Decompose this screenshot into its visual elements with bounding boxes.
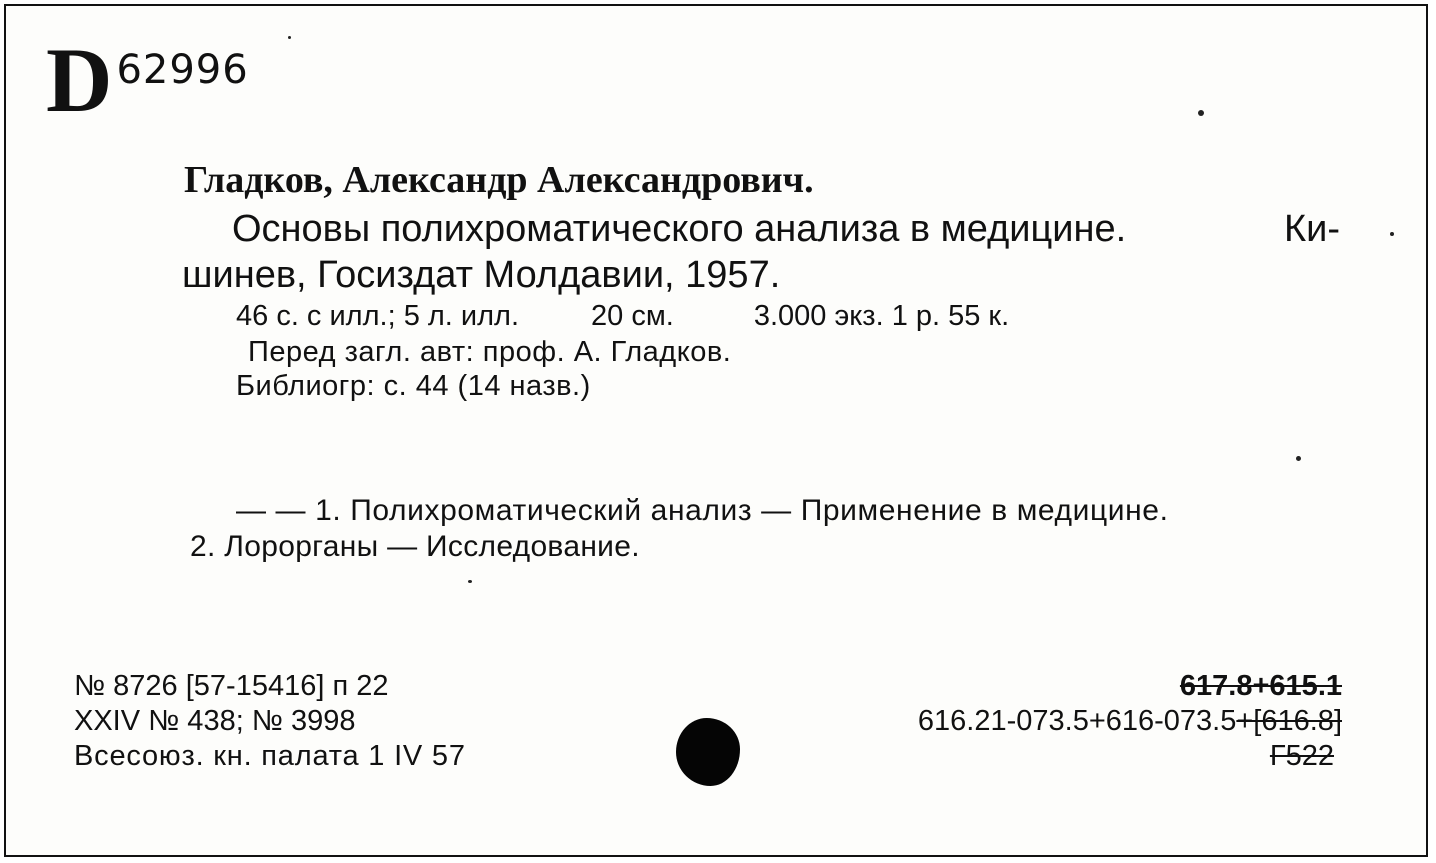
title-line-2: шинев, Госиздат Молдавии, 1957. [182,254,781,296]
classification-struck: +[616.8] [1236,705,1342,737]
collation-copies-price: 3.000 экз. 1 р. 55 к. [753,300,1010,332]
scan-speck [1198,110,1204,116]
subject-line-1: — — 1. Полихроматический анализ — Применение в медицине. [236,494,1169,527]
call-number-letter: D [46,29,111,131]
author-heading: Гладков, Александр Александрович. [184,159,814,201]
classification-main: 616.21-073.5+616-073.5 [917,705,1237,737]
scan-speck [288,36,291,39]
punch-hole [676,718,740,786]
collation-size: 20 см. [591,300,674,332]
call-number-handwritten: 62996 [116,47,249,93]
footer-line-1: № 8726 [57-15416] п 22 [74,670,389,702]
title-line-1-end: Ки- [1284,208,1341,250]
classification-line-2 [918,705,1342,738]
note-bibliography: Библиогр: с. 44 (14 назв.) [236,370,591,402]
catalog-card [4,4,1428,857]
footer-line-2: XXIV № 438; № 3998 [74,705,356,737]
collation-line [236,300,1009,333]
scan-speck [1390,232,1394,236]
call-number [46,29,249,131]
subject-line-2: 2. Лорорганы — Исследование. [190,530,640,563]
title-line-1: Основы полихроматического анализа в медицине. [232,208,1127,250]
footer-line-3: Всесоюз. кн. палата 1 IV 57 [74,740,466,772]
classification-line-1: 617.8+615.1 [1179,670,1342,702]
scan-speck [1296,456,1301,461]
collation-pages: 46 с. с илл.; 5 л. илл. [236,300,520,332]
classification-line-3: Г522 [1269,740,1334,772]
scan-speck [468,580,472,583]
note-author: Перед загл. авт: проф. А. Гладков. [248,336,732,368]
